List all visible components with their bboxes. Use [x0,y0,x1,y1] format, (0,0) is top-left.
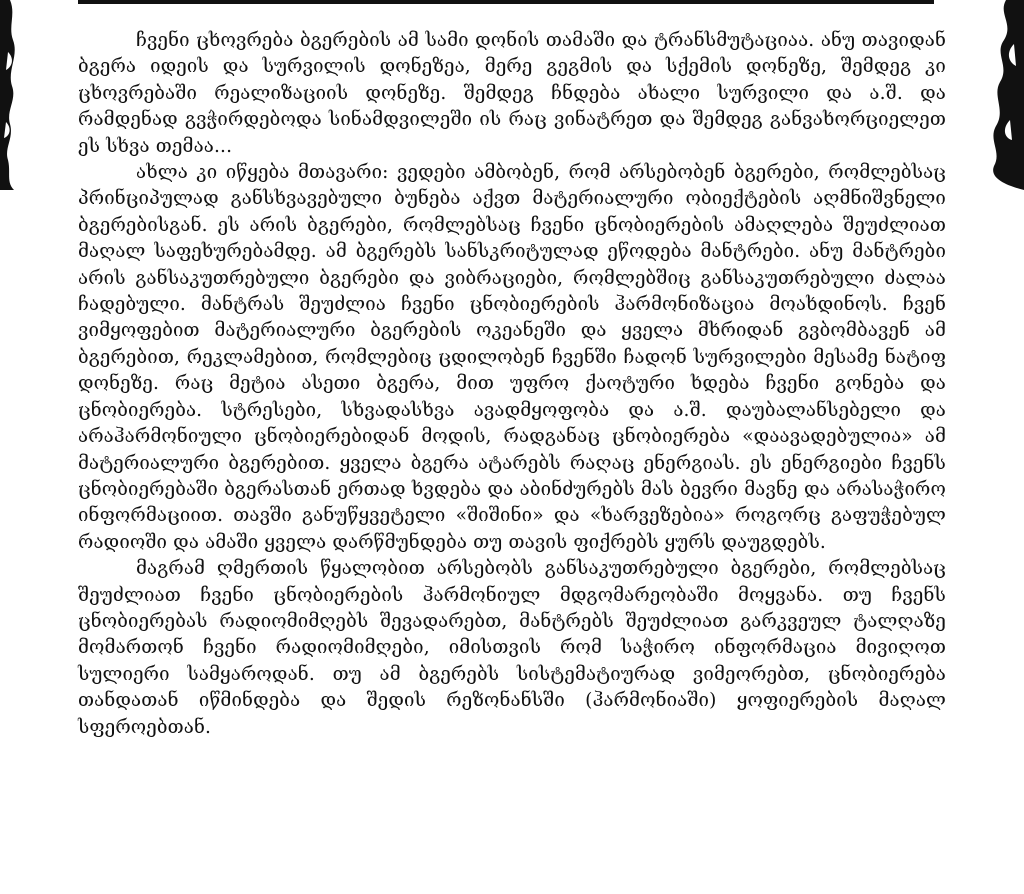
paragraph: ახლა კი იწყება მთავარი: ვედები ამბობენ, რომ არსებობენ ბგერები, რომლებსაც პრინციპულად განსხვავებული ბუნება აქვთ მატერიალური ობიექტების აღმნიშვნელი ბგერებისგან. ეს არის ბგერები, რომლებსაც ჩვენი ცნობიერების ამაღლება შეუძლიათ მაღალ საფეხურებამდე. ამ ბგერებს სანსკრიტულად ეწოდება მანტრები. ანუ მანტრები არის განსაკუთრებული ბგერები და ვიბრაციები, რომლებშიც განსაკუთრებული ძალაა ჩადებული. მანტრას შეუძლია ჩვენი ცნობიერების ჰარმონიზაცია მოახდინოს. ჩვენ ვიმყოფებით მატერიალური ბგერების ოკეანეში და ყველა მხრიდან გვბომბავენ ამ ბგერებით, რეკლამებით, რომლებიც ცდილობენ ჩვენში ჩადონ სურვილები მესამე ნატიფ დონეზე. რაც მეტია ასეთი ბგერა, მით უფრო ქაოტური ხდება ჩვენი გონება და ცნობიერება. სტრესები, სხვადასხვა ავადმყოფობა და ა.შ. დაუბალანსებელი და არაჰარმონიული ცნობიერებიდან მოდის, რადგანაც ცნობიერება «დაავადებულია» ამ მატერიალური ბგერებით. ყველა ბგერა ატარებს რაღაც ენერგიას. ეს ენერგიები ჩვენს ცნობიერებაში ბგერასთან ერთად ხვდება და აბინძურებს მას ბევრი მავნე და არასაჭირო ინფორმაციით. თავში განუწყვეტელი «შიშინი» და «ხარვეზებია» როგორც გაფუჭებულ რადიოში და ამაში ყველა დარწმუნდება თუ თავის ფიქრებს ყურს დაუგდებს. [78,162,946,553]
right-flame-ornament-icon [984,0,1024,190]
paragraph: მაგრამ ღმერთის წყალობით არსებობს განსაკუთრებული ბგერები, რომლებსაც შეუძლიათ ჩვენი ცნობიერების ჰარმონიულ მდგომარეობაში მოყვანა. თუ ჩვენს ცნობიერებას რადიომიმღებს შევადარებთ, მანტრებს შეუძლიათ გარკვეულ ტალღაზე მომართონ ჩვენი რადიომიმღები, იმისთვის რომ საჭირო ინფორმაცია მივიღოთ სულიერი სამყაროდან. თუ ამ ბგერებს სისტემატიურად ვიმეორებთ, ცნობიერება თანდათან იწმინდება და შედის რეზონანსში (ჰარმონიაში) ყოფიერების მაღალ სფეროებთან. [78,558,946,738]
paragraph: ჩვენი ცხოვრება ბგერების ამ სამი დონის თამაში და ტრანსმუტაციაა. ანუ თავიდან ბგერა იდეის და სურვილის დონეზეა, მერე გეგმის და სქემის დონეზე, შემდეგ კი ცხოვრებაში რეალიზაციის დონეზე. შემდეგ ჩნდება ახალი სურვილი და ა.შ. და რამდენად გვჭირდებოდა სინამდვილეში ის რაც ვინატრეთ და შემდეგ განვახორციელეთ ეს სხვა თემაა... [78,30,946,157]
top-rule [78,0,934,4]
left-flame-ornament-icon [0,0,22,190]
document-body [78,28,946,741]
